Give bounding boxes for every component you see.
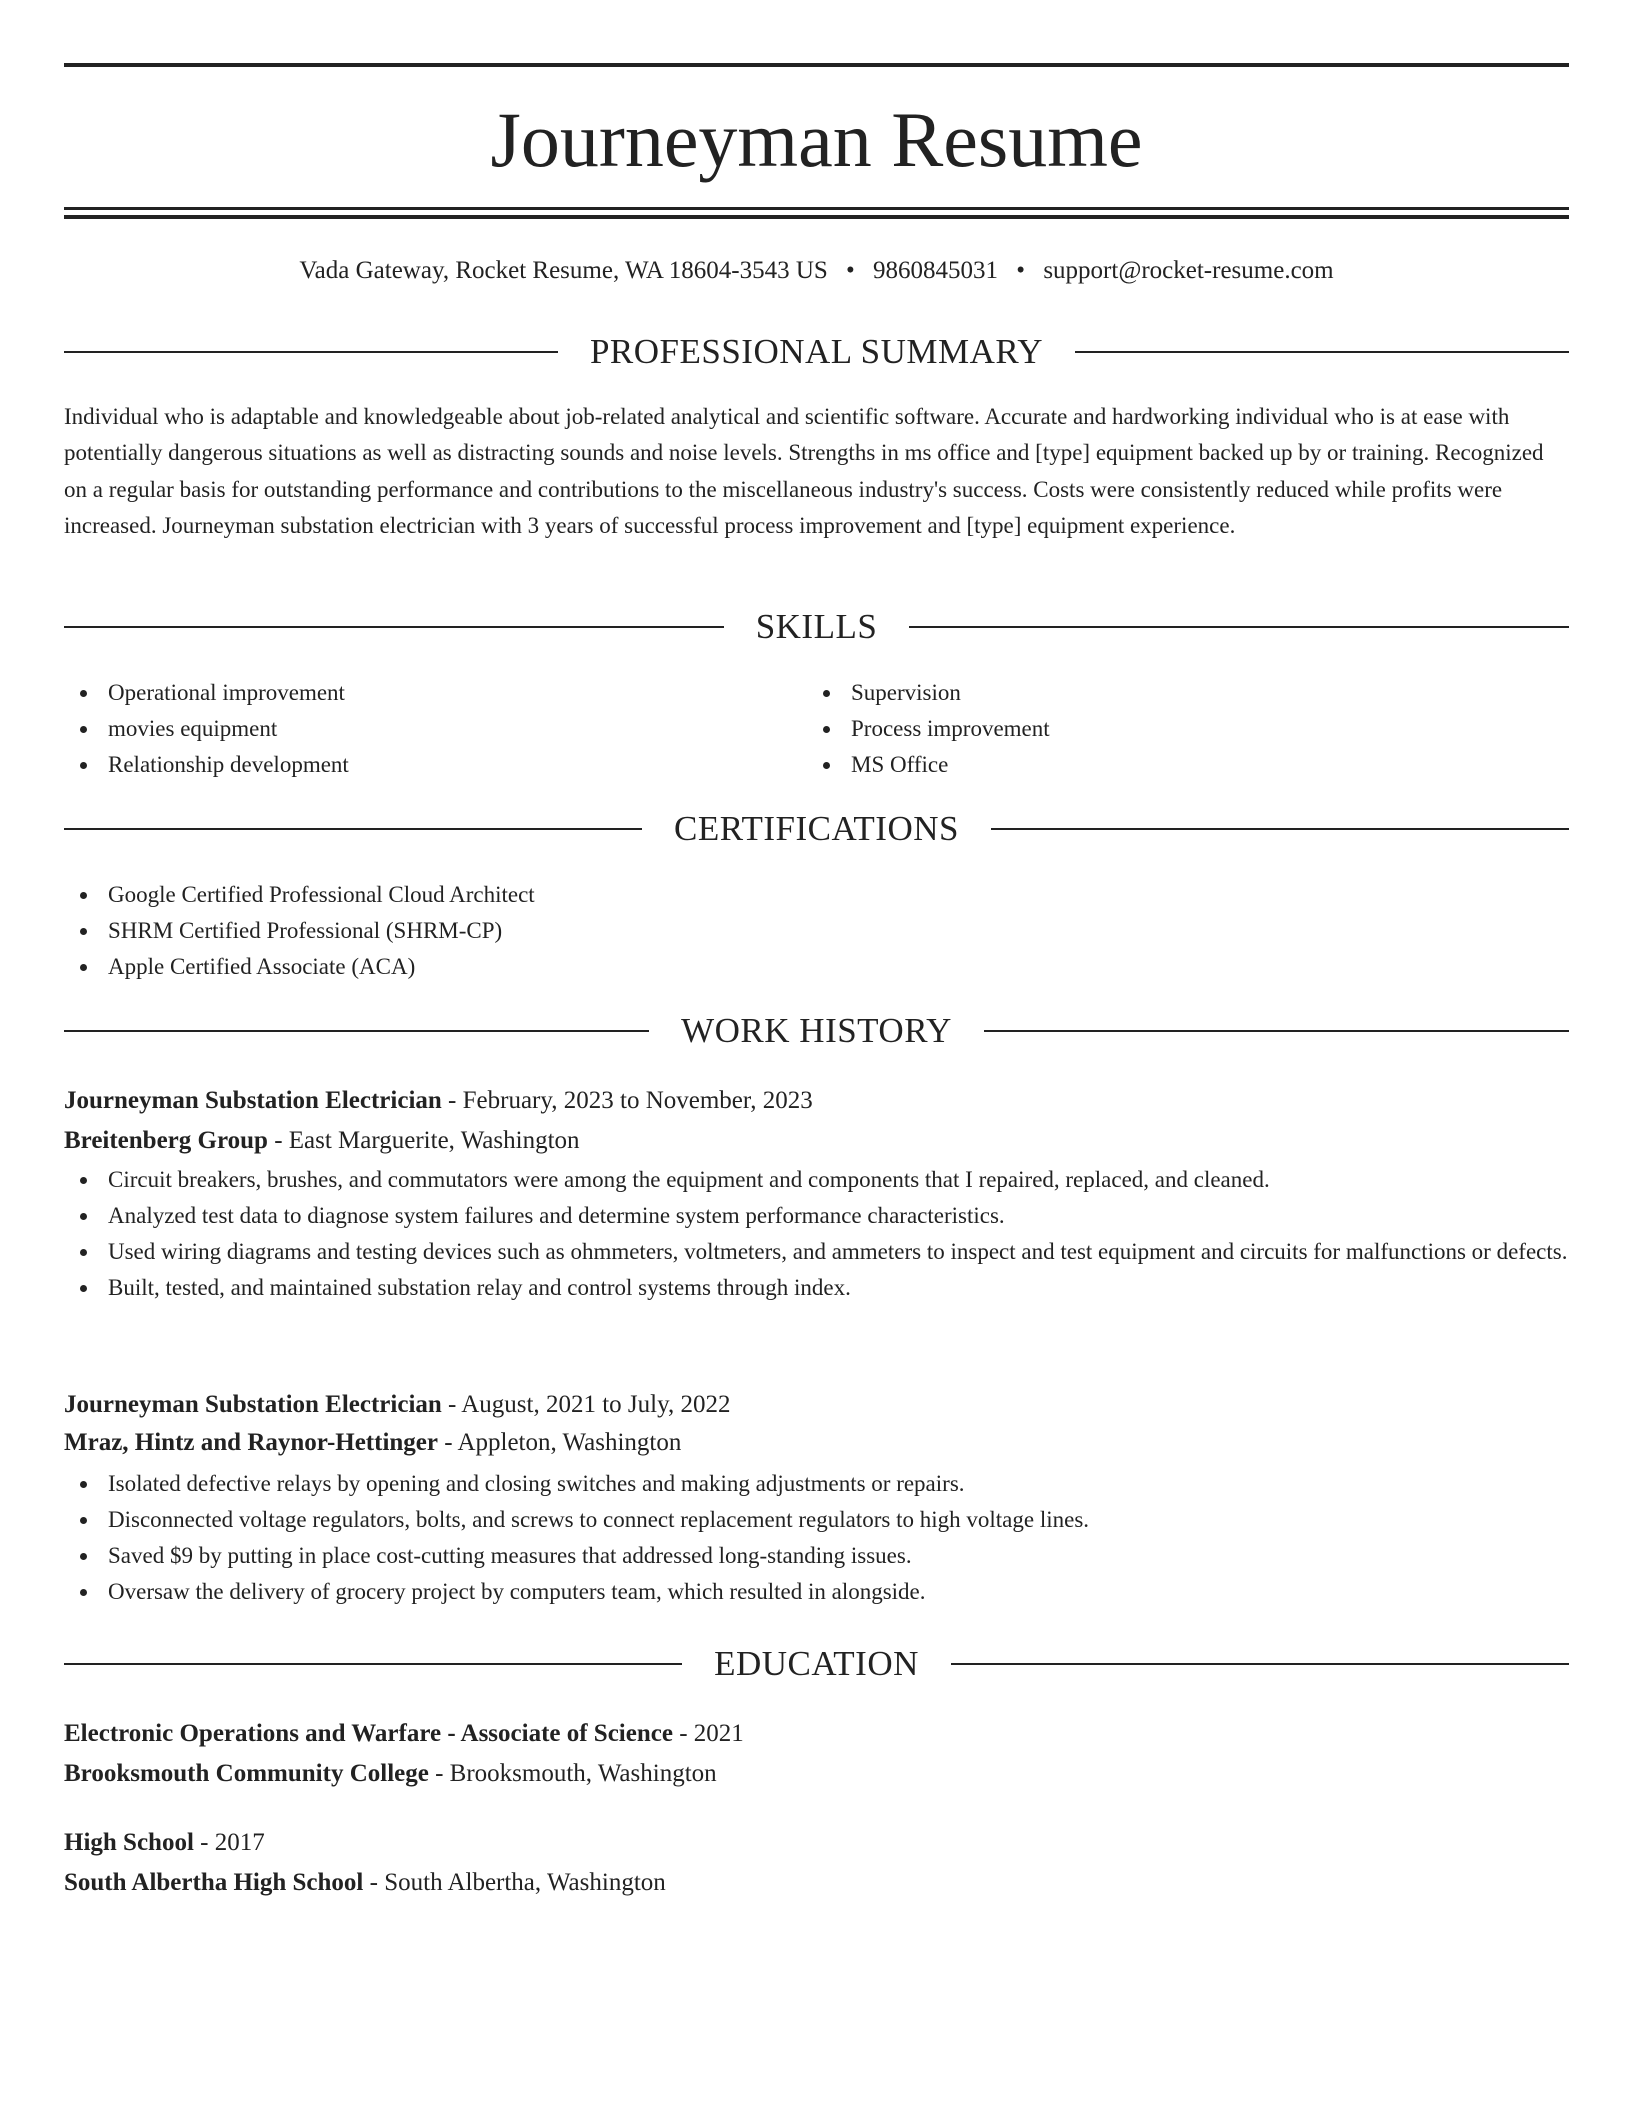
education-degree: Electronic Operations and Warfare - Associate of Science	[64, 1720, 673, 1747]
contact-separator: •	[1016, 257, 1026, 284]
job-location: Appleton, Washington	[457, 1429, 682, 1456]
skills-list-left	[64, 675, 764, 783]
job-title: Journeyman Substation Electrician	[64, 1391, 442, 1418]
contact-email[interactable]: support@rocket-resume.com	[1043, 257, 1334, 284]
education-school: Brooksmouth Community College	[64, 1760, 429, 1787]
education-school: South Albertha High School	[64, 1869, 364, 1896]
section-header-summary	[64, 330, 1569, 374]
education-degree: High School	[64, 1829, 194, 1856]
top-rule	[64, 63, 1569, 67]
section-title: WORK HISTORY	[681, 1011, 952, 1050]
certification-item: Apple Certified Associate (ACA)	[64, 949, 1569, 985]
job-duty-item: Isolated defective relays by opening and closing switches and making adjustments or repairs.	[64, 1466, 1569, 1502]
certification-item: Google Certified Professional Cloud Architect	[64, 877, 1569, 913]
section-header-education	[64, 1642, 1569, 1686]
skill-item: Operational improvement	[64, 675, 764, 711]
skill-item: Supervision	[807, 675, 1507, 711]
job-duty-item: Oversaw the delivery of grocery project by computers team, which resulted in alongside.	[64, 1574, 1569, 1610]
dash: -	[193, 1829, 215, 1856]
job-duty-item: Built, tested, and maintained substation relay and control systems through index.	[64, 1270, 1569, 1306]
dash: -	[267, 1127, 289, 1154]
section-header-skills	[64, 605, 1569, 649]
section-rule	[909, 626, 1569, 628]
contact-separator: •	[846, 257, 855, 284]
education-year: 2021	[693, 1720, 744, 1747]
job-company: Breitenberg Group	[64, 1127, 268, 1154]
title-rule-lower	[64, 215, 1569, 219]
skills-list-right	[807, 675, 1507, 783]
education-location: South Albertha, Washington	[384, 1869, 666, 1896]
job-company-line	[64, 1426, 1569, 1460]
section-rule	[991, 828, 1569, 830]
job-duty-item: Used wiring diagrams and testing devices such as ohmmeters, voltmeters, and ammeters to inspect and test equipment and circuits for malfunctions or defects.	[64, 1234, 1569, 1270]
skill-item: MS Office	[807, 747, 1507, 783]
section-header-work	[64, 1009, 1569, 1053]
dash: -	[438, 1429, 458, 1456]
section-title: EDUCATION	[714, 1644, 919, 1683]
skill-item: Relationship development	[64, 747, 764, 783]
job-duty-item: Analyzed test data to diagnose system failures and determine system performance characteristics.	[64, 1198, 1569, 1234]
resume-title: Journeyman Resume	[490, 96, 1143, 183]
skill-item: movies equipment	[64, 711, 764, 747]
education-location: Brooksmouth, Washington	[449, 1760, 717, 1787]
education-year: 2017	[214, 1829, 265, 1856]
section-title: SKILLS	[755, 607, 878, 646]
section-rule	[64, 1030, 649, 1032]
dash: -	[428, 1760, 450, 1787]
education-degree-line	[64, 1717, 1569, 1751]
summary-text: Individual who is adaptable and knowledgeable about job-related analytical and scientific software. Accurate and hardworking individual who is at ease with potentially dangerous situations as well as distracting sounds and noise levels. Strengths in ms office and [type] equipment backed up by or training. Recognized on a regular basis for outstanding performance and contributions to the miscellaneous industry's success. Costs were consistently reduced while profits were increased. Journeyman substation electrician with 3 years of successful process improvement and [type] equipment experience.	[64, 404, 1544, 539]
job-duties-list	[64, 1466, 1569, 1610]
education-school-line	[64, 1866, 1569, 1900]
contact-phone: 9860845031	[873, 257, 999, 284]
job-title-line	[64, 1084, 1569, 1118]
skill-item: Process improvement	[807, 711, 1507, 747]
section-title: CERTIFICATIONS	[674, 809, 959, 848]
job-dates: February, 2023 to November, 2023	[462, 1087, 813, 1114]
education-school-line	[64, 1757, 1569, 1791]
contact-line	[64, 254, 1569, 288]
section-rule	[64, 828, 642, 830]
job-dates: August, 2021 to July, 2022	[461, 1391, 731, 1418]
job-duty-item: Disconnected voltage regulators, bolts, and screws to connect replacement regulators to high voltage lines.	[64, 1502, 1569, 1538]
job-duty-item: Saved $9 by putting in place cost-cutting measures that addressed long-standing issues.	[64, 1538, 1569, 1574]
section-rule	[1075, 351, 1569, 353]
certifications-list	[64, 877, 1569, 985]
dash: -	[672, 1720, 694, 1747]
certification-item: SHRM Certified Professional (SHRM-CP)	[64, 913, 1569, 949]
dash: -	[441, 1391, 462, 1418]
job-title-line	[64, 1388, 1569, 1422]
job-location: East Marguerite, Washington	[288, 1127, 580, 1154]
contact-address: Vada Gateway, Rocket Resume, WA 18604-3543 US	[299, 257, 828, 284]
dash: -	[441, 1087, 463, 1114]
title-rule-upper	[64, 207, 1569, 210]
job-duties-list	[64, 1162, 1569, 1306]
education-degree-line	[64, 1826, 1569, 1860]
section-rule	[64, 351, 558, 353]
job-company-line	[64, 1124, 1569, 1158]
section-header-certifications	[64, 807, 1569, 851]
job-duty-item: Circuit breakers, brushes, and commutators were among the equipment and components that I repaired, replaced, and cleaned.	[64, 1162, 1569, 1198]
section-title: PROFESSIONAL SUMMARY	[589, 332, 1044, 371]
section-rule	[951, 1663, 1569, 1665]
job-company: Mraz, Hintz and Raynor-Hettinger	[64, 1429, 438, 1456]
job-title: Journeyman Substation Electrician	[64, 1087, 442, 1114]
section-rule	[64, 626, 724, 628]
section-rule	[64, 1663, 682, 1665]
dash: -	[363, 1869, 385, 1896]
section-rule	[984, 1030, 1569, 1032]
